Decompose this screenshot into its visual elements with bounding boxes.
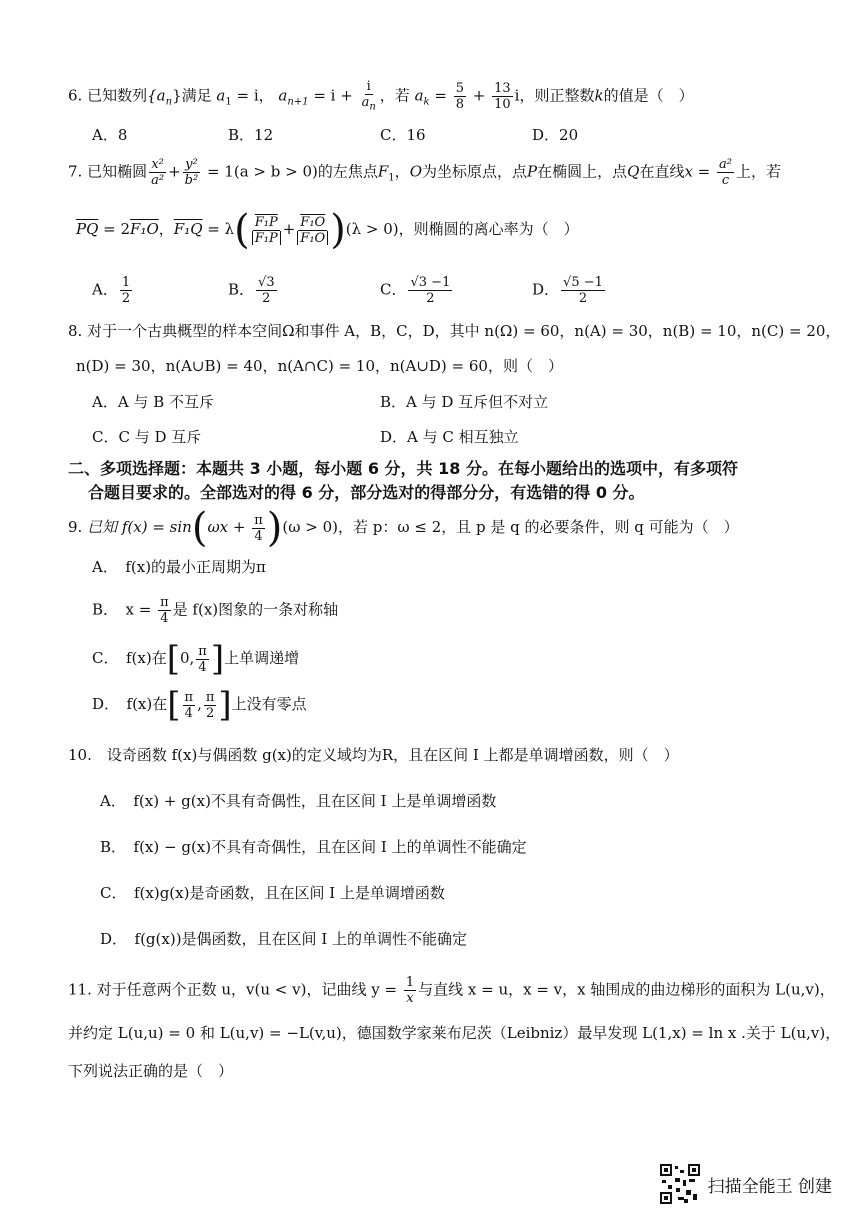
denominator: c — [721, 173, 730, 188]
q7-option-b[interactable] — [228, 276, 279, 305]
text: (λ > 0) — [345, 220, 399, 238]
var: a — [278, 86, 288, 105]
subscript: n — [369, 101, 376, 113]
text: = — [429, 86, 452, 105]
fraction — [252, 514, 265, 543]
var: a — [216, 86, 226, 105]
fraction — [454, 82, 466, 111]
q9-option-a[interactable]: A． f(x)的最小正周期为π — [92, 558, 266, 576]
sequence: {a — [147, 86, 166, 105]
text: 在直线 — [639, 162, 685, 181]
text: ，则椭圆的离心率为（ ） — [398, 220, 579, 238]
text: = 2 — [98, 220, 131, 238]
fraction — [297, 216, 328, 245]
paren-open: ( — [234, 207, 250, 253]
fraction — [149, 158, 166, 187]
question-number: 6. — [68, 86, 83, 105]
text: , — [197, 695, 202, 713]
denominator: 2 — [578, 291, 588, 306]
text: 11. 对于任意两个正数 u，v(u < v)，记曲线 y = — [68, 980, 402, 999]
option-label: B． — [228, 280, 255, 299]
fraction — [204, 691, 217, 720]
denominator: 2 — [262, 291, 271, 306]
text: 满足 — [181, 86, 212, 105]
subscript: n+1 — [287, 96, 309, 108]
brace: } — [172, 86, 182, 105]
fraction — [360, 80, 378, 113]
q6-option-a[interactable]: A．8 — [92, 126, 128, 144]
fraction — [717, 158, 734, 187]
denominator: 2 — [426, 291, 435, 306]
question-7-stem-line2: $\overline{PQ} = 2F_1O$，F₁Q = λ( $\frac{\text{F₁P}}{\text{F₁P}}$ + $\frac{\text{F₁O}}{\text{F₁O}}$ )(λ > 0)，则椭圆的离心率为（ ） — [76, 207, 579, 253]
text: = i， — [231, 86, 274, 105]
q10-option-d[interactable]: D． f(g(x))是偶函数，且在区间 I 上的单调性不能确定 — [100, 930, 468, 948]
var: O — [409, 162, 422, 181]
fraction — [256, 276, 277, 305]
text: = λ — [202, 220, 235, 238]
question-11-stem-line2: 并约定 L(u,u) = 0 和 L(u,v) = −L(v,u)，德国数学家莱布尼茨（Leibniz）最早发现 L(1,x) = ln x .关于 L(u,v)， — [68, 1024, 841, 1042]
numerator: i — [366, 79, 371, 94]
bracket-open: [ — [166, 639, 180, 679]
denominator: a² — [151, 173, 165, 188]
text: B． x = — [92, 600, 157, 619]
q10-option-b[interactable]: B． f(x) − g(x)不具有奇偶性，且在区间 I 上的单调性不能确定 — [100, 838, 527, 856]
var: P — [527, 162, 538, 181]
paren-open: ( — [191, 505, 208, 551]
subscript: 1 — [388, 172, 395, 184]
paren-close: ) — [266, 505, 283, 551]
q10-option-a[interactable]: A． f(x) + g(x)不具有奇偶性，且在区间 I 上是单调增函数 — [100, 792, 497, 810]
numerator: a² — [719, 157, 732, 172]
q7-option-c[interactable] — [380, 276, 454, 305]
denominator: F₁P — [252, 231, 281, 245]
text: 上，若 — [736, 162, 782, 181]
denominator: F₁O — [297, 231, 328, 245]
text: (ω > 0)，若 p：ω ≤ 2，且 p 是 q 的必要条件，则 q 可能为（ ） — [282, 518, 739, 536]
question-8-stem-line2: n(D) = 30，n(A∪B) = 40，n(A∩C) = 10，n(A∪D) = 60，则（ ） — [76, 357, 563, 375]
question-11-stem-line3: 下列说法正确的是（ ） — [68, 1062, 234, 1080]
section-2-heading-line1: 二、多项选择题：本题共 3 小题，每小题 6 分，共 18 分。在每小题给出的选项中，有多项符 — [68, 459, 738, 478]
q7-option-a[interactable] — [92, 276, 134, 305]
numerator: π — [184, 689, 194, 705]
text: 的左焦点 — [317, 162, 378, 181]
q9-option-d[interactable] — [92, 685, 307, 725]
option-label: D． — [532, 280, 560, 299]
denominator: 8 — [455, 96, 464, 112]
text: ， — [394, 162, 410, 181]
question-10-stem: 10. 设奇函数 f(x)与偶函数 g(x)的定义域均为R，且在区间 I 上都是单调增函数，则（ ） — [68, 746, 679, 764]
fraction — [404, 976, 416, 1005]
var: a — [361, 95, 370, 110]
text: = i + — [308, 86, 358, 105]
denominator: 4 — [160, 611, 169, 626]
text: 为坐标原点，点 — [422, 162, 528, 181]
fraction — [158, 596, 171, 625]
denominator: 2 — [205, 705, 215, 721]
numerator: √3 — [258, 275, 275, 290]
numerator: 1 — [121, 275, 131, 290]
text: 在椭圆上，点 — [537, 162, 628, 181]
vector: F₁Q — [173, 220, 203, 238]
section-2-heading-line2: 合题目要求的。全部选对的得 6 分，部分选对的得部分分，有选错的得 0 分。 — [88, 483, 645, 502]
denominator: 2 — [121, 291, 131, 306]
vector: F₁O — [130, 220, 159, 238]
numerator: 13 — [494, 80, 511, 96]
text: 是 f(x)图象的一条对称轴 — [172, 600, 339, 619]
text: 已知椭圆 — [87, 162, 148, 181]
numerator: √5 −1 — [563, 275, 603, 290]
bracket-close: ] — [210, 639, 225, 679]
question-8-stem-line1: 8. 对于一个古典概型的样本空间Ω和事件 A，B，C，D，其中 n(Ω) = 60，n(A) = 30，n(B) = 10，n(C) = 20， — [68, 322, 841, 340]
numerator: π — [198, 643, 207, 659]
text: C． f(x)在 — [92, 649, 167, 667]
text: 的值是（ ） — [603, 86, 694, 105]
denominator: b² — [184, 173, 199, 188]
option-label: A． — [92, 280, 118, 299]
var: k — [594, 86, 604, 105]
subscript: 1 — [225, 96, 232, 108]
denominator: x — [406, 991, 414, 1006]
bracket-open: [ — [167, 685, 181, 725]
numerator: 1 — [405, 975, 415, 990]
scanner-watermark — [660, 1164, 832, 1204]
numerator: π — [160, 595, 169, 610]
text: i，则正整数 — [514, 86, 595, 105]
fraction — [408, 276, 452, 305]
var: F — [377, 162, 389, 181]
fraction — [183, 158, 201, 187]
q8-option-c[interactable]: C．C 与 D 互斥 — [92, 428, 202, 446]
question-6-stem — [68, 80, 694, 113]
text: 0, — [179, 649, 195, 667]
q8-option-d[interactable]: D．A 与 C 相互独立 — [380, 428, 519, 446]
q6-option-c[interactable]: C．16 — [380, 126, 426, 144]
numerator: F₁O — [300, 214, 326, 230]
fraction — [196, 645, 209, 674]
q9-option-b[interactable] — [92, 596, 338, 625]
numerator: π — [254, 512, 263, 528]
text: + — [468, 86, 491, 105]
fraction — [183, 691, 196, 720]
text: 已知数列 — [87, 86, 148, 105]
qr-code-icon — [660, 1164, 700, 1204]
numerator: π — [205, 689, 215, 705]
text: = 1(a > b > 0) — [202, 162, 318, 181]
text: ，若 — [379, 86, 410, 105]
var: a — [414, 86, 424, 105]
denominator: 4 — [254, 528, 263, 544]
fraction — [492, 82, 513, 111]
text: 上没有零点 — [231, 695, 307, 713]
text: 上单调递增 — [224, 649, 300, 667]
q10-option-c[interactable]: C． f(x)g(x)是奇函数，且在区间 I 上是单调增函数 — [100, 884, 445, 902]
text: ωx + — [207, 518, 251, 536]
denominator: 4 — [198, 659, 207, 675]
denominator: 10 — [494, 96, 511, 112]
fraction — [120, 276, 132, 305]
vector: $\overline{PQ}$ — [76, 220, 99, 238]
numerator: 5 — [455, 80, 464, 96]
q8-option-a[interactable]: A．A 与 B 不互斥 — [92, 393, 214, 411]
numerator: √3 −1 — [410, 275, 451, 290]
var: x = — [684, 162, 716, 181]
option-label: C． — [380, 280, 407, 299]
question-11-stem-line1 — [68, 976, 835, 1005]
text: 已知 f(x) = sin — [87, 518, 192, 536]
q9-option-c[interactable] — [92, 639, 300, 679]
q6-option-b[interactable]: B．12 — [228, 126, 274, 144]
q6-option-d[interactable]: D．20 — [532, 126, 579, 144]
numerator: y² — [185, 157, 198, 172]
text: D． f(x)在 — [92, 695, 168, 713]
question-number: 9. — [68, 518, 83, 536]
denominator: 4 — [184, 705, 193, 721]
bracket-close: ] — [218, 685, 232, 725]
q7-option-d[interactable] — [532, 276, 607, 305]
question-7-stem-line1: 7. 已知椭圆 $\frac{\text{x²}}{\text{a²}}$ + $\frac{\text{y²}}{\text{b²}}$ = 1(a > b > 0)的左焦点$F_1$，O为坐标原点，点P在椭圆上，点Q在直线x = $\frac{\text{a²}}{c}$ 上，若 — [68, 157, 782, 188]
paren-close: ) — [330, 207, 346, 253]
var: Q — [627, 162, 640, 181]
text: 与直线 x = u，x = v，x 轴围成的曲边梯形的面积为 L(u,v)， — [418, 980, 835, 999]
denominator — [360, 95, 378, 113]
question-number: 7. — [68, 162, 83, 181]
subscript: k — [423, 96, 430, 108]
fraction — [561, 276, 605, 305]
watermark-text: 扫描全能王 创建 — [707, 1176, 832, 1197]
q8-option-b[interactable]: B．A 与 D 互斥但不对立 — [380, 393, 549, 411]
subscript: n — [165, 96, 173, 108]
fraction — [252, 216, 281, 245]
text: ， — [158, 220, 174, 238]
numerator: F₁P — [254, 214, 278, 230]
numerator: x² — [151, 157, 164, 172]
question-9-stem — [68, 505, 739, 551]
